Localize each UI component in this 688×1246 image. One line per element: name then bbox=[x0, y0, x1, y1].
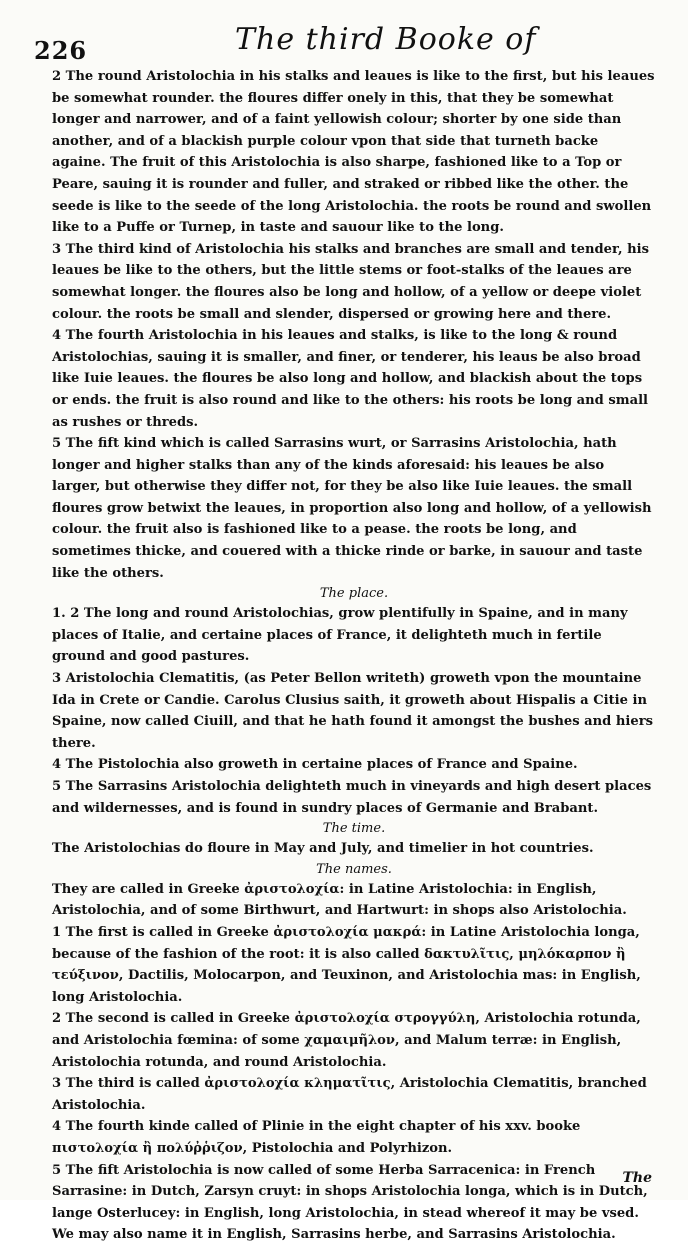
paragraph: 3 The third kind of Aristolochia his stalks and branches are small and tender, his leaues be like to the others, but the little stems or foot-stalks of the leaues are somewhat longer. the floures also be long and hollow, of a yellow or deepe violet colour. the roots be small and slender, dispersed or growing here and there. bbox=[52, 241, 649, 322]
paragraph: 4 The Pistolochia also groweth in certaine places of France and Spaine. bbox=[52, 757, 578, 773]
paragraph: 4 The fourth Aristolochia in his leaues and stalks, is like to the long & round Aristolochias, sauing it is smaller, and finer, or tenderer, his leaus be also broad like Iuie leaues. the floures be also long and hollow, and blackish about the tops or ends. the fruit is also round and like to the others: his roots be long and small as rushes or threds. bbox=[52, 328, 649, 430]
running-head: The third Booke of bbox=[235, 22, 537, 57]
paragraph: 2 The round Aristolochia in his stalks and leaues is like to the first, but his leaues be somewhat rounder. the floures differ onely in this, that they be somewhat longer and narrower, and of a faint yellowish colour; shorter by one side than another, and of a blackish purple colour vpon that side that turneth backe againe. The fruit of this Aristolochia is also sharpe, fashioned like to a Top or Peare, sauing it is rounder and fuller, and straked or ribbed like the other. the seede is like to the seede of the long Aristolochia. the roots be round and swollen like to a Puffe or Turnep, in taste and sauour like to the long. bbox=[52, 69, 655, 236]
body-text bbox=[52, 66, 656, 1246]
paragraph: 1 The first is called in Greeke ἀριστολοχία μακρά: in Latine Aristolochia longa, because of the fashion of the root: it is also called δακτυλῖτις, μηλόκαρπον ἢ τεύξινον, Dactilis, Molocarpon, and Teuxinon, and Aristolochia mas: in English, long Aristolochia. bbox=[52, 924, 641, 1005]
section-heading-names: The names. bbox=[316, 861, 392, 877]
paragraph: 3 Aristolochia Clematitis, (as Peter Bellon writeth) groweth vpon the mountaine Ida in Crete or Candie. Carolus Clusius saith, it groweth about Hispalis a Citie in Spaine, now called Ciuill, and that he hath found it amongst the bushes and hiers there. bbox=[52, 671, 653, 751]
paragraph: 3 The third is called ἀριστολοχία κληματῖτις, Aristolochia Clematitis, branched Aristolochia. bbox=[52, 1076, 647, 1113]
paragraph: 5 The Sarrasins Aristolochia delighteth much in vineyards and high desert places and wildernesses, and is found in sundry places of Germanie and Brabant. bbox=[52, 779, 652, 816]
paragraph: 5 The fift Aristolochia is now called of some Herba Sarracenica: in French Sarrasine: in Dutch, Zarsyn cruyt: in shops Aristolochia longa, which is in Dutch, lange Osterlucey: in English, long Aristolochia, in stead whereof it may be vsed. We may also name it in English, Sarrasins herbe, and Sarrasins Aristolochia. bbox=[52, 1162, 648, 1243]
catchword: The bbox=[622, 1170, 652, 1186]
paragraph: They are called in Greeke ἀριστολοχία: in Latine Aristolochia: in English, Aristolochia, and of some Birthwurt, and Hartwurt: in shops also Aristolochia. bbox=[52, 881, 627, 919]
paragraph: 1. 2 The long and round Aristolochias, grow plentifully in Spaine, and in many places of Italie, and certaine places of France, it delighteth much in fertile ground and good pastures. bbox=[52, 606, 628, 665]
paragraph: 5 The fift kind which is called Sarrasins wurt, or Sarrasins Aristolochia, hath longer and higher stalks than any of the kinds aforesaid: his leaues be also larger, but otherwise they differ not, for they be also like Iuie leaues. the small floures grow betwixt the leaues, in proportion also long and hollow, of a yellowish colour. the fruit also is fashioned like to a pease. the roots be long, and sometimes thicke, and couered with a thicke rinde or barke, in sauour and taste like the others. bbox=[52, 436, 652, 581]
page-header bbox=[30, 14, 670, 70]
paragraph: 4 The fourth kinde called of Plinie in the eight chapter of his xxv. booke πιστολοχία ἢ πολύῤῥιζον, Pistolochia and Polyrhizon. bbox=[52, 1119, 581, 1156]
section-heading-time: The time. bbox=[322, 821, 386, 837]
page-number: 226 bbox=[34, 36, 88, 65]
section-heading-place: The place. bbox=[319, 586, 389, 602]
paragraph: The Aristolochias do floure in May and July, and timelier in hot countries. bbox=[52, 841, 594, 857]
paragraph: 2 The second is called in Greeke ἀριστολοχία στρογγύλη, Aristolochia rotunda, and Aristolochia fœmina: of some χαμαιμῆλον, and Malum terræ: in English, Aristolochia rotunda, and round Aristolochia. bbox=[52, 1011, 641, 1070]
